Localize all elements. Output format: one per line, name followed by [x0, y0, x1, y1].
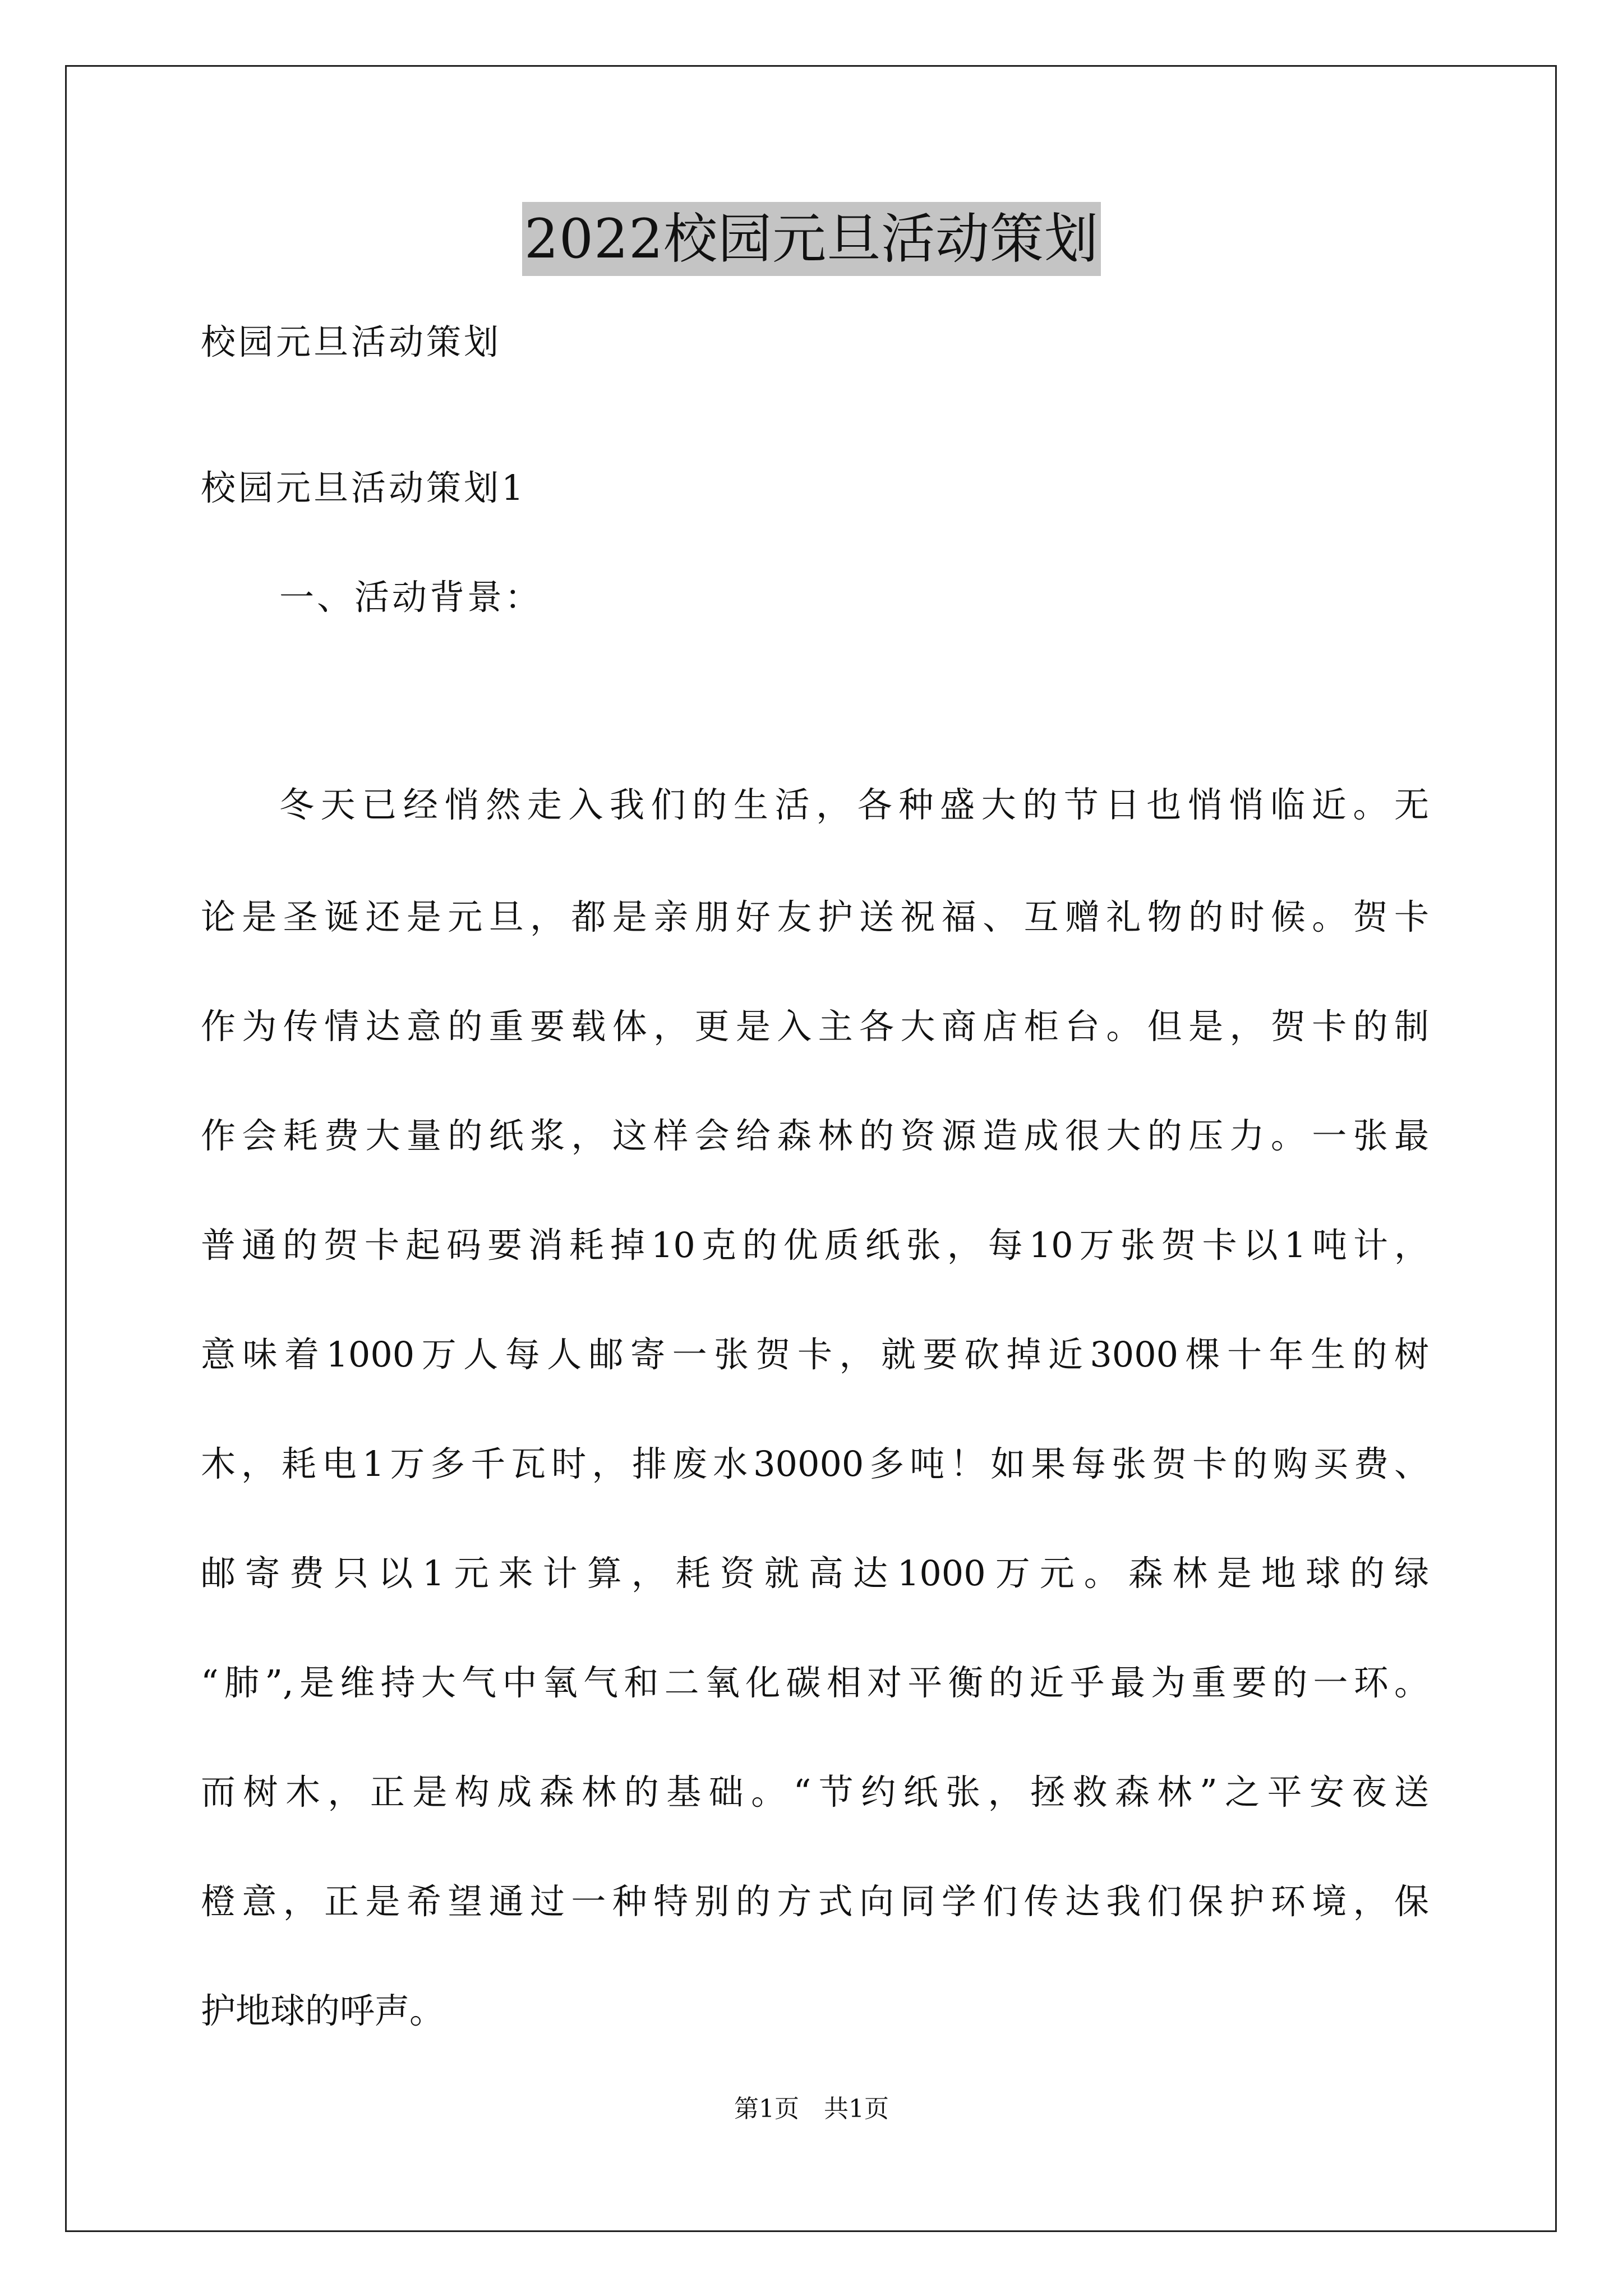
paragraph-line: 而树木，正是构成森林的基础。“节约纸张，拯救森林”之平安夜送 — [201, 1772, 1429, 1812]
document-title: 2022校园元旦活动策划 — [522, 202, 1101, 276]
section-title: 校园元旦活动策划1 — [201, 467, 527, 508]
paragraph-line: 作会耗费大量的纸浆，这样会给森林的资源造成很大的压力。一张最 — [201, 1115, 1429, 1156]
paragraph-line: 邮寄费只以1元来计算，耗资就高达1000万元。森林是地球的绿 — [201, 1553, 1429, 1594]
paragraph-line: 冬天已经悄然走入我们的生活，各种盛大的节日也悄悄临近。无 — [279, 784, 1429, 825]
paragraph-line: “肺”,是维持大气中氧气和二氧化碳相对平衡的近乎最为重要的一环。 — [201, 1662, 1429, 1703]
paragraph-line: 论是圣诞还是元旦，都是亲朋好友护送祝福、互赠礼物的时候。贺卡 — [201, 896, 1429, 937]
paragraph-line: 意味着1000万人每人邮寄一张贺卡，就要砍掉近3000棵十年生的树 — [201, 1334, 1429, 1375]
page-footer: 第1页 共1页 — [734, 2095, 889, 2123]
paragraph-line: 作为传情达意的重要载体，更是入主各大商店柜台。但是，贺卡的制 — [201, 1006, 1429, 1047]
document-subtitle: 校园元旦活动策划 — [201, 321, 502, 362]
section-heading: 一、活动背景： — [279, 577, 543, 618]
document-title-block — [0, 202, 1623, 276]
paragraph-line: 普通的贺卡起码要消耗掉10克的优质纸张，每10万张贺卡以1吨计， — [201, 1225, 1429, 1266]
paragraph-line: 木，耗电1万多千瓦时，排废水30000多吨！如果每张贺卡的购买费、 — [201, 1443, 1429, 1484]
paragraph-line: 橙意，正是希望通过一种特别的方式向同学们传达我们保护环境，保 — [201, 1881, 1429, 1922]
paragraph-line: 护地球的呼声。 — [201, 1990, 445, 2031]
